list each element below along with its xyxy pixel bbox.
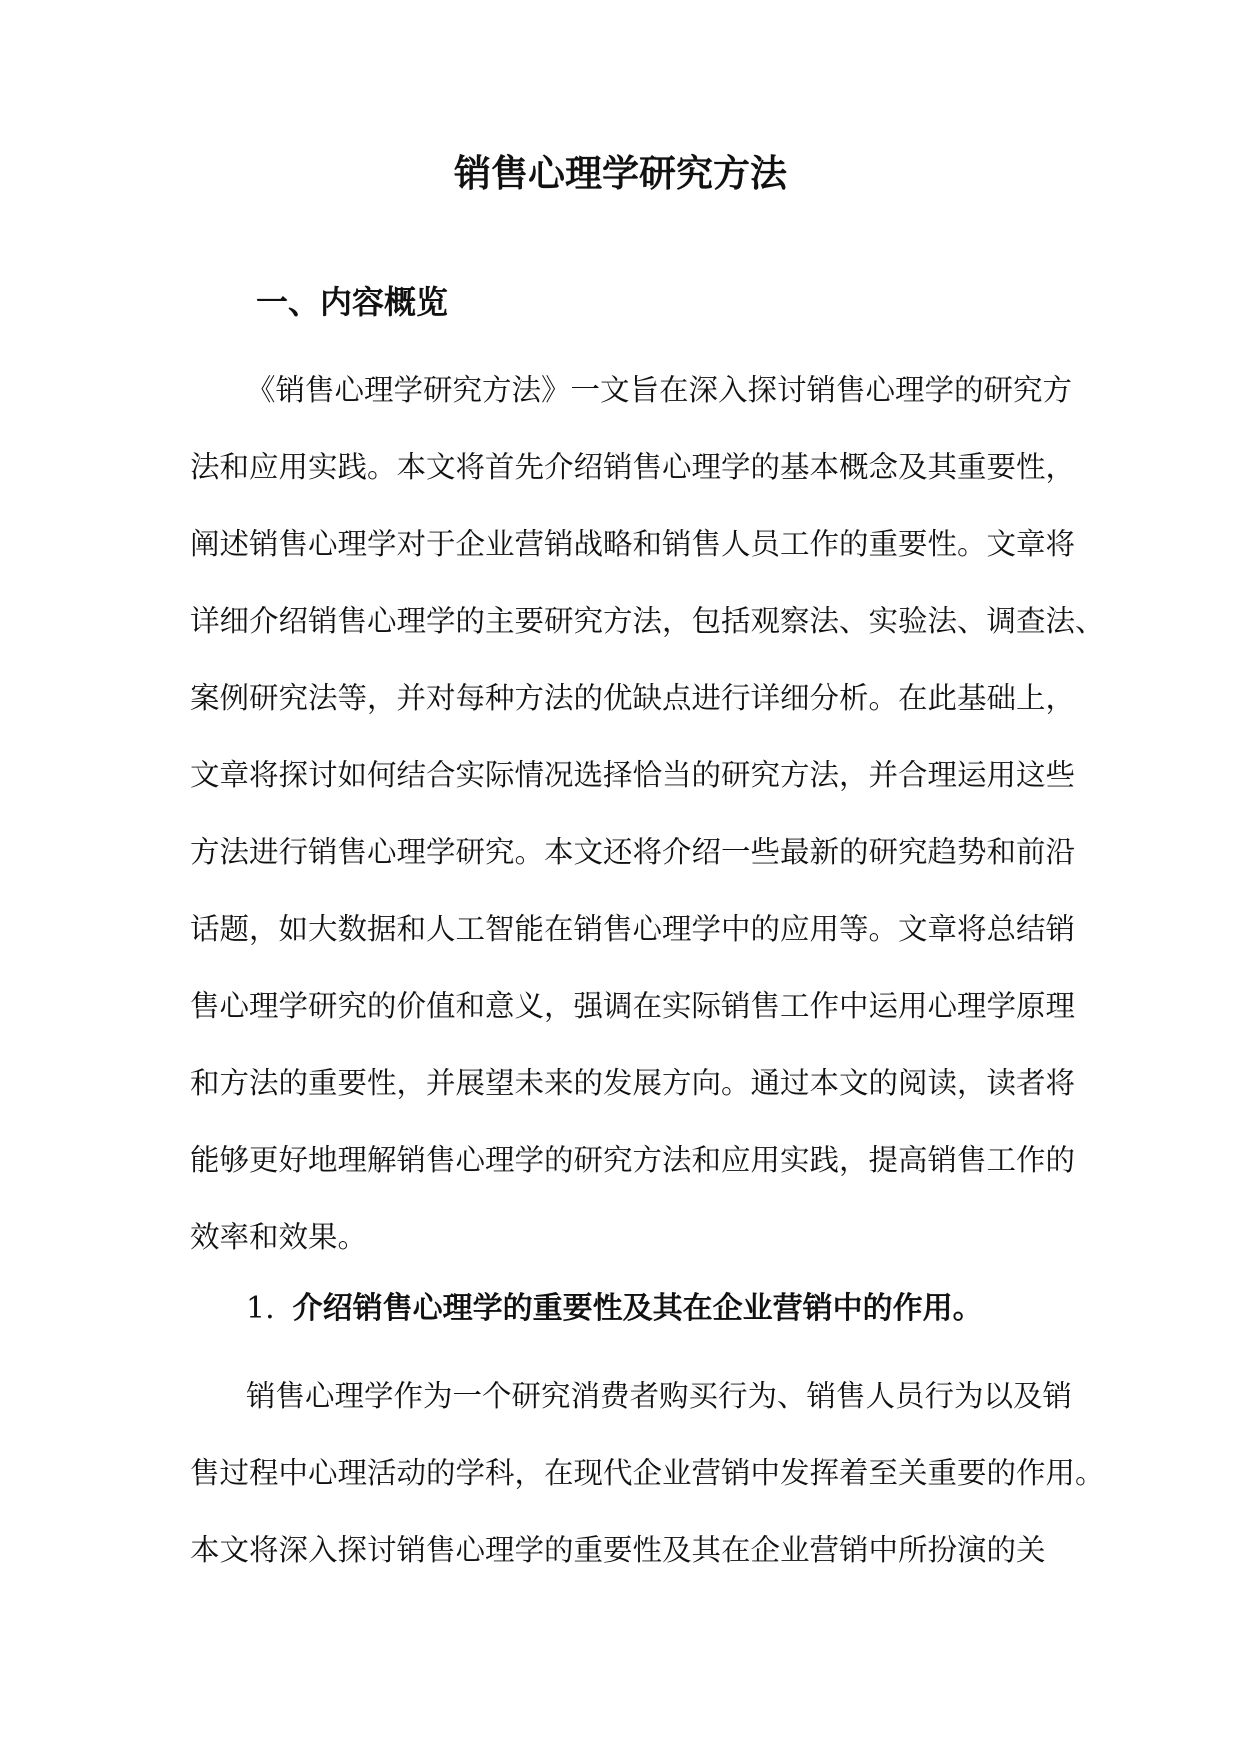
overview-paragraph <box>190 352 1105 1276</box>
paragraph-line: 售心理学研究的价值和意义，强调在实际销售工作中运用心理学原理 <box>190 989 1076 1023</box>
paragraph-line: 售过程中心理活动的学科，在现代企业营销中发挥着至关重要的作用。 <box>190 1456 1105 1490</box>
document-title: 销售心理学研究方法 <box>454 151 787 195</box>
paragraph-line: 效率和效果。 <box>190 1220 368 1254</box>
subsection-number: 1. <box>246 1291 275 1326</box>
section-heading-overview: 一、内容概览 <box>256 283 449 321</box>
paragraph-line: 销售心理学作为一个研究消费者购买行为、销售人员行为以及销 <box>246 1379 1073 1413</box>
paragraph-line: 和方法的重要性，并展望未来的发展方向。通过本文的阅读，读者将 <box>190 1066 1076 1100</box>
paragraph-line: 法和应用实践。本文将首先介绍销售心理学的基本概念及其重要性， <box>190 450 1076 484</box>
paragraph-line: 详细介绍销售心理学的主要研究方法，包括观察法、实验法、调查法、 <box>190 604 1105 638</box>
paragraph-line: 话题，如大数据和人工智能在销售心理学中的应用等。文章将总结销 <box>190 912 1076 946</box>
paragraph-line: 文章将探讨如何结合实际情况选择恰当的研究方法，并合理运用这些 <box>190 758 1076 792</box>
subsection-heading-importance <box>246 1287 983 1331</box>
paragraph-line: 方法进行销售心理学研究。本文还将介绍一些最新的研究趋势和前沿 <box>190 835 1076 869</box>
paragraph-line: 案例研究法等，并对每种方法的优缺点进行详细分析。在此基础上， <box>190 681 1076 715</box>
paragraph-line: 《销售心理学研究方法》一文旨在深入探讨销售心理学的研究方 <box>246 373 1073 407</box>
importance-paragraph <box>190 1358 1105 1589</box>
paragraph-line: 能够更好地理解销售心理学的研究方法和应用实践，提高销售工作的 <box>190 1143 1076 1177</box>
subsection-heading-text: 介绍销售心理学的重要性及其在企业营销中的作用。 <box>292 1291 983 1326</box>
paragraph-line: 阐述销售心理学对于企业营销战略和销售人员工作的重要性。文章将 <box>190 527 1076 561</box>
paragraph-line: 本文将深入探讨销售心理学的重要性及其在企业营销中所扮演的关 <box>190 1533 1046 1567</box>
